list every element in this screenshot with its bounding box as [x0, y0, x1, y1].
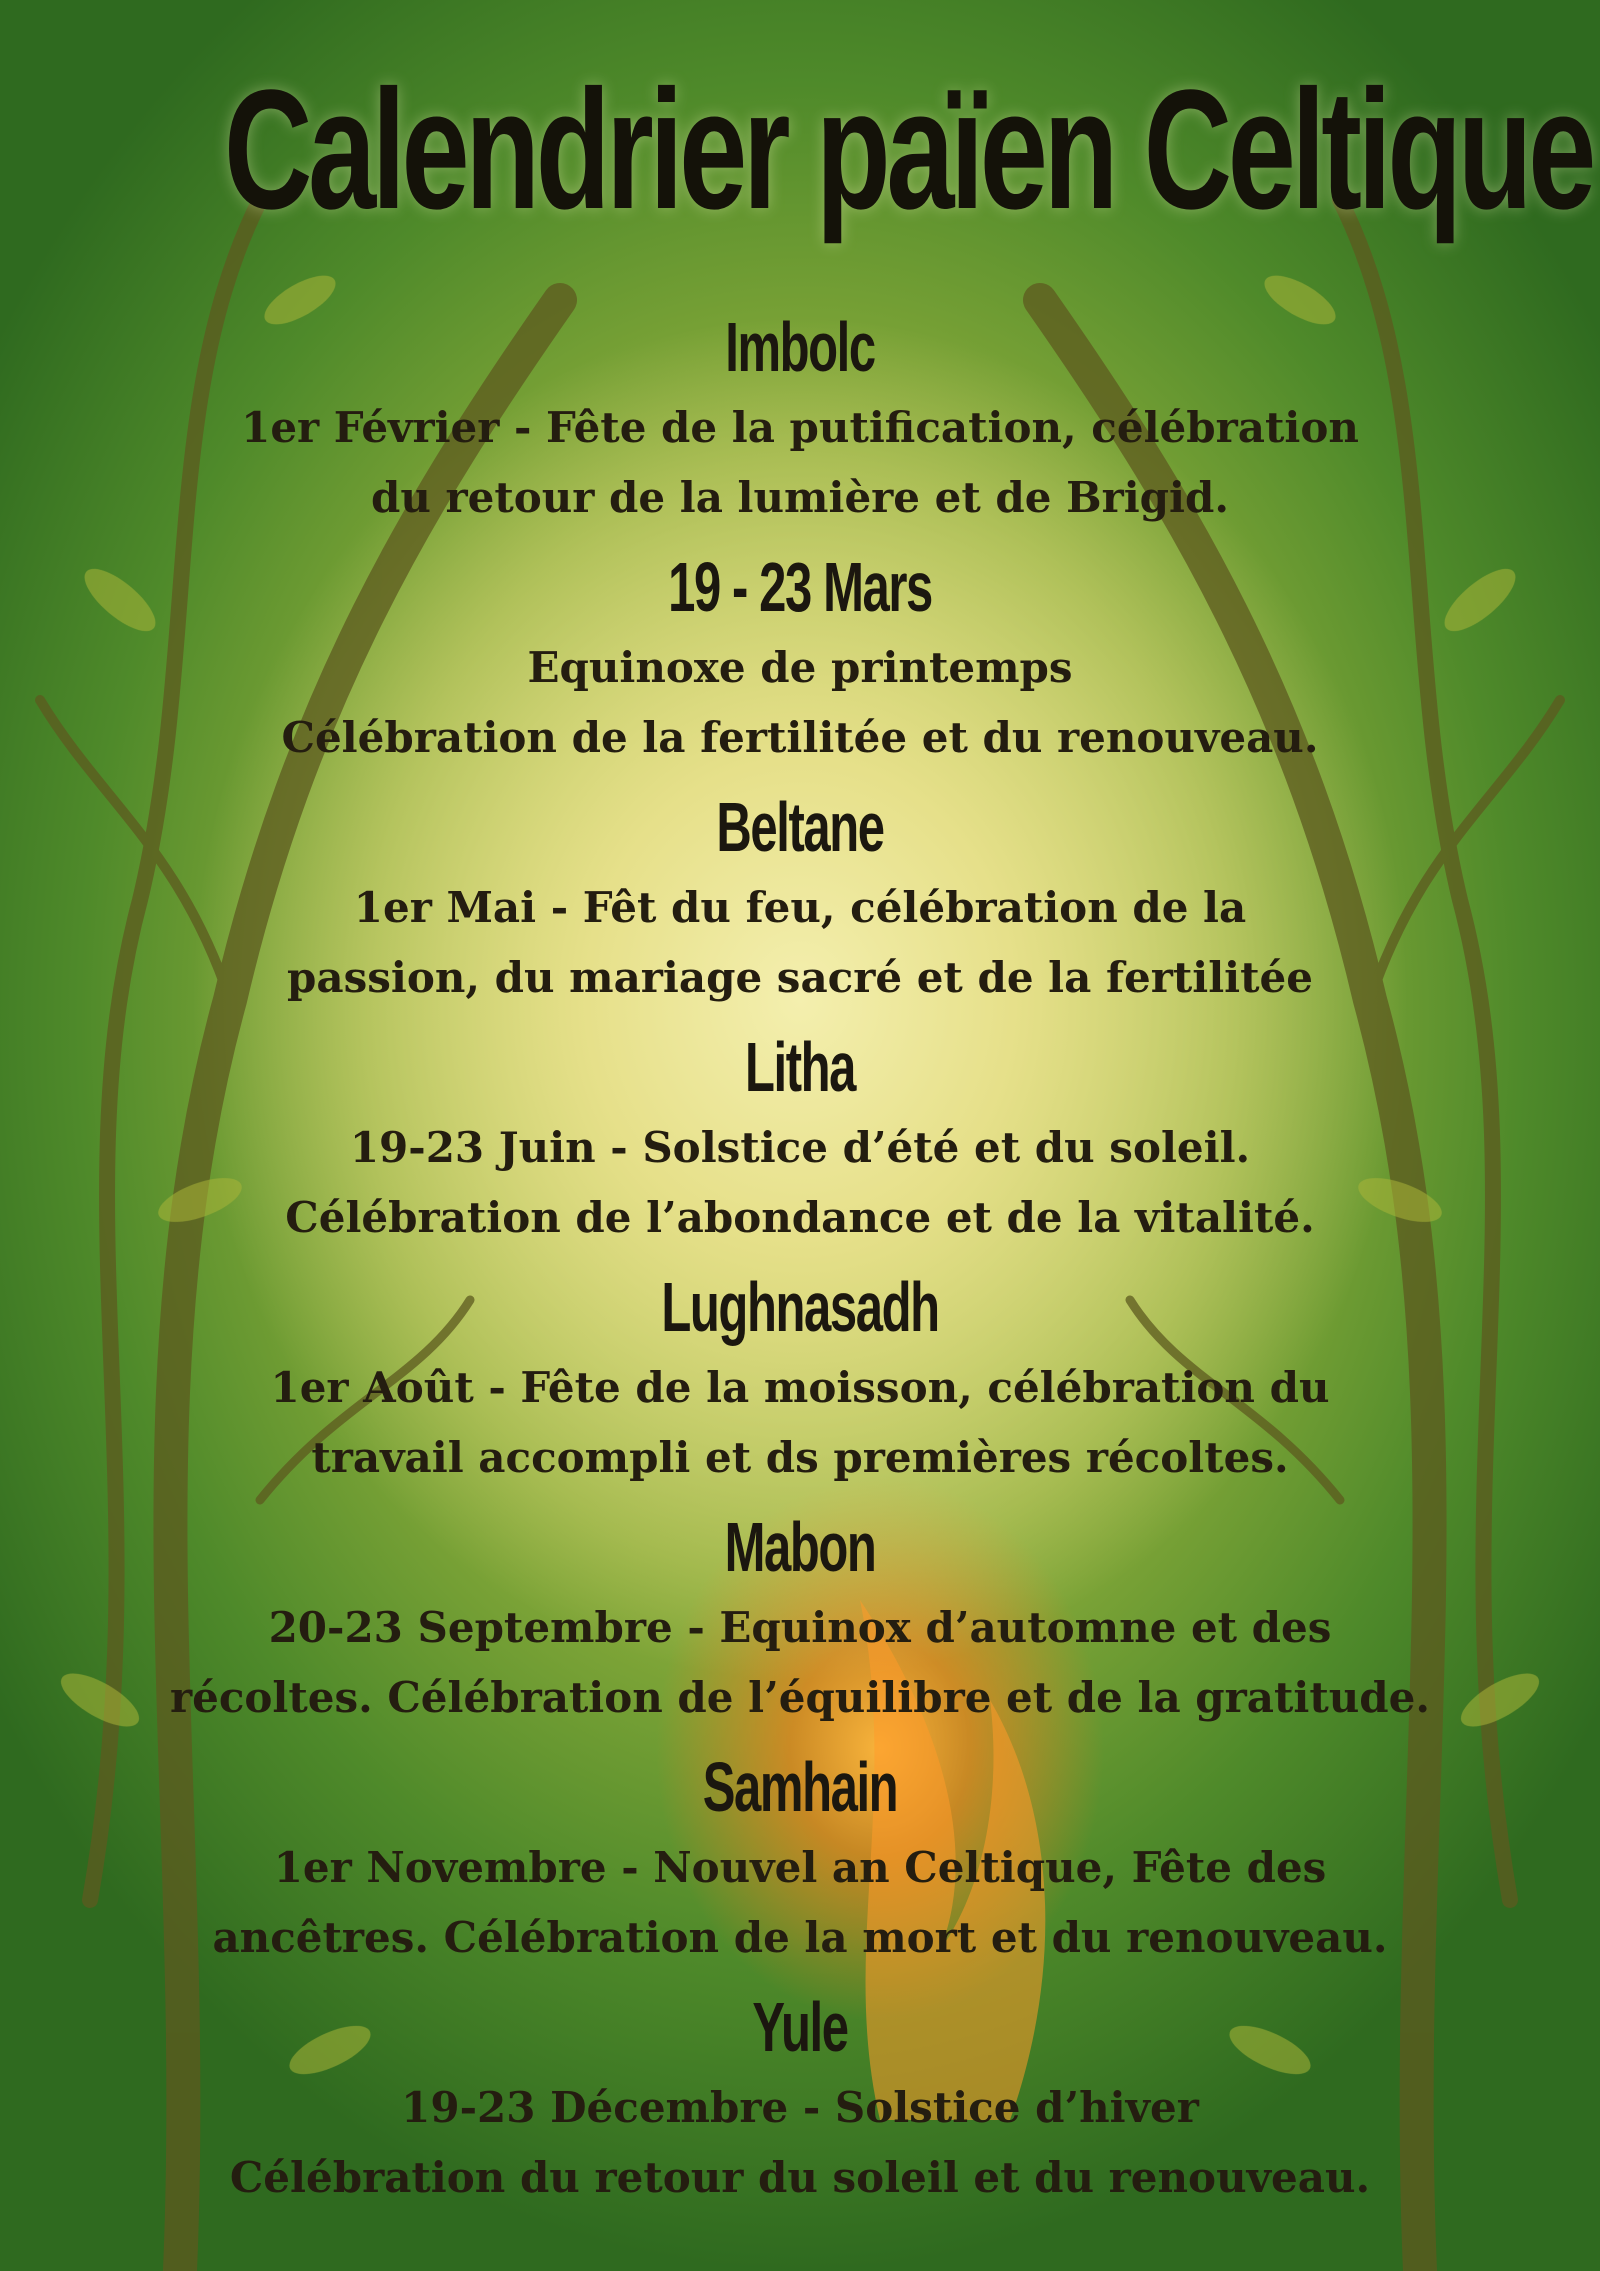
festival-line: Equinoxe de printemps: [527, 643, 1073, 692]
festival-line: ancêtres. Célébration de la mort et du renouveau.: [212, 1913, 1388, 1962]
festival-line: 19-23 Juin - Solstice d’été et du soleil.: [349, 1123, 1251, 1172]
festival-name: Beltane: [716, 788, 884, 866]
festival-line: Célébration du retour du soleil et du renouveau.: [229, 2153, 1371, 2202]
festival-line: Célébration de l’abondance et de la vitalité.: [285, 1193, 1315, 1242]
festival-line: 1er Août - Fête de la moisson, célébration du: [270, 1363, 1330, 1412]
festival-name: 19 - 23 Mars: [668, 548, 932, 626]
festival-yule: [0, 1985, 1600, 2213]
festival-samhain: [0, 1745, 1600, 1973]
festival-name: Imbolc: [725, 308, 875, 386]
festival-name: Mabon: [724, 1508, 876, 1586]
festival-line: récoltes. Célébration de l’équilibre et de la gratitude.: [169, 1673, 1431, 1722]
page-title: Calendrier païen Celtique: [224, 55, 1592, 245]
festival-name: Lughnasadh: [661, 1268, 939, 1346]
festival-line: 1er Février - Fête de la putification, célébration: [241, 403, 1359, 452]
festival-lughnasadh: [0, 1265, 1600, 1493]
festival-mabon: [0, 1505, 1600, 1733]
festival-name: Yule: [752, 1988, 848, 2066]
festival-line: travail accompli et ds premières récoltes.: [311, 1433, 1289, 1482]
festival-line: 1er Mai - Fêt du feu, célébration de la: [353, 883, 1247, 932]
festival-name: Samhain: [702, 1748, 898, 1826]
festival-litha: [0, 1025, 1600, 1253]
festival-line: 19-23 Décembre - Solstice d’hiver: [401, 2083, 1199, 2132]
festival-line: Célébration de la fertilitée et du renouveau.: [281, 713, 1319, 762]
festival-equinox-spring: [0, 545, 1600, 773]
festival-imbolc: [0, 305, 1600, 533]
festival-line: du retour de la lumière et de Brigid.: [370, 473, 1229, 522]
festival-line: 20-23 Septembre - Equinox d’automne et des: [268, 1603, 1332, 1652]
festival-line: passion, du mariage sacré et de la fertilitée: [287, 953, 1313, 1002]
festival-name: Litha: [744, 1028, 856, 1106]
festival-beltane: [0, 785, 1600, 1013]
festival-line: 1er Novembre - Nouvel an Celtique, Fête des: [273, 1843, 1327, 1892]
